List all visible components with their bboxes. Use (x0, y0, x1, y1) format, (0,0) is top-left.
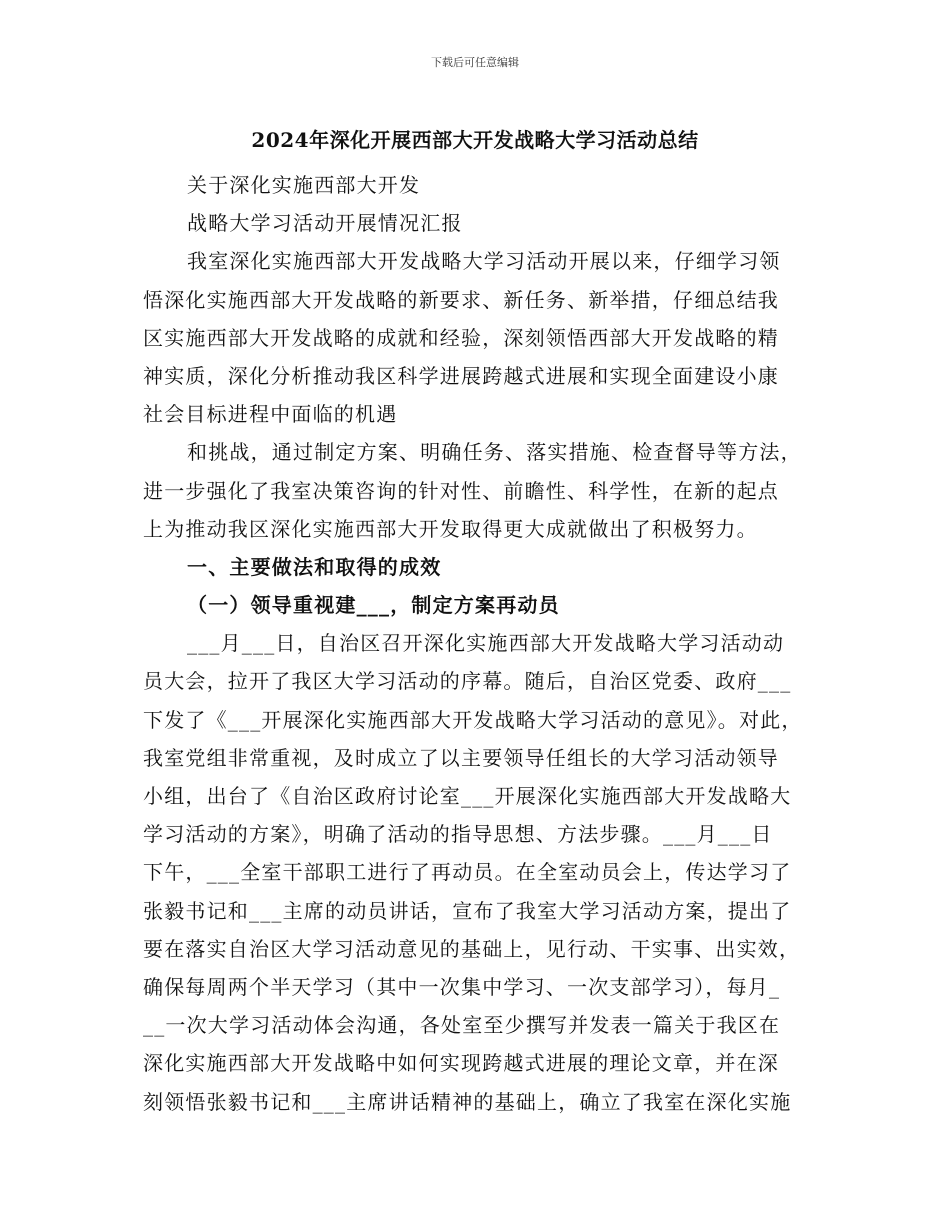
document-title: 2024年深化开展西部大开发战略大学习活动总结 (251, 128, 699, 152)
paragraph-line: 区实施西部大开发战略的成就和经验，深刻领悟西部大开发战略的精 (143, 325, 779, 350)
paragraph-line: 确保每周两个半天学习（其中一次集中学习、一次支部学习），每月_ (143, 974, 781, 999)
subtitle-line: 关于深化实施西部大开发 (187, 173, 421, 197)
paragraph-line: 小组，出台了《自治区政府讨论室___开展深化实施西部大开发战略大 (143, 784, 792, 808)
paragraph-line: 我室深化实施西部大开发战略大学习活动开展以来，仔细学习领 (187, 249, 781, 274)
paragraph-line: 刻领悟张毅书记和___主席讲话精神的基础上，确立了我室在深化实施 (143, 1089, 792, 1114)
paragraph-line: 和挑战，通过制定方案、明确任务、落实措施、检查督导等方法， (187, 440, 802, 465)
paragraph-line: 深化实施西部大开发战略中如何实现跨越式进展的理论文章，并在深 (143, 1051, 779, 1076)
document-body (143, 166, 823, 1121)
paragraph-line: __一次大学习活动体会沟通，各处室至少撰写并发表一篇关于我区在 (143, 1013, 781, 1038)
paragraph-line: 悟深化实施西部大开发战略的新要求、新任务、新举措，仔细总结我 (143, 287, 779, 312)
paragraph-line: 张毅书记和___主席的动员讲话，宣布了我室大学习活动方案，提出了 (143, 898, 792, 923)
paragraph-line: 我室党组非常重视，及时成立了以主要领导任组长的大学习活动领导 (143, 745, 779, 770)
paragraph-line: 下发了《___开展深化实施西部大开发战略大学习活动的意见》。对此， (143, 707, 803, 732)
paragraph-line: 员大会，拉开了我区大学习活动的序幕。随后，自治区党委、政府___ (143, 669, 792, 694)
paragraph-line: 要在落实自治区大学习活动意见的基础上，见行动、干实事、出实效， (143, 936, 801, 961)
paragraph-line: 上为推动我区深化实施西部大开发取得更大成就做出了积极努力。 (143, 516, 758, 541)
paragraph-line: ___月___日，自治区召开深化实施西部大开发战略大学习活动动 (187, 631, 785, 656)
subsection-heading: （一）领导重视建___，制定方案再动员 (187, 593, 560, 618)
paragraph-line: 社会目标进程中面临的机遇 (143, 402, 398, 427)
subtitle-line: 战略大学习活动开展情况汇报 (187, 211, 463, 236)
paragraph-line: 学习活动的方案》，明确了活动的指导思想、方法步骤。___月___日 (143, 822, 773, 847)
paragraph-line: 下午，___全室干部职工进行了再动员。在全室动员会上，传达学习了 (143, 860, 792, 885)
page-header-note: 下载后可任意编辑 (431, 56, 519, 69)
paragraph-line: 进一步强化了我室决策咨询的针对性、前瞻性、科学性，在新的起点 (143, 478, 779, 503)
paragraph-line: 神实质，深化分析推动我区科学进展跨越式进展和实现全面建设小康 (143, 363, 779, 388)
section-heading: 一、主要做法和取得的成效 (187, 554, 442, 579)
